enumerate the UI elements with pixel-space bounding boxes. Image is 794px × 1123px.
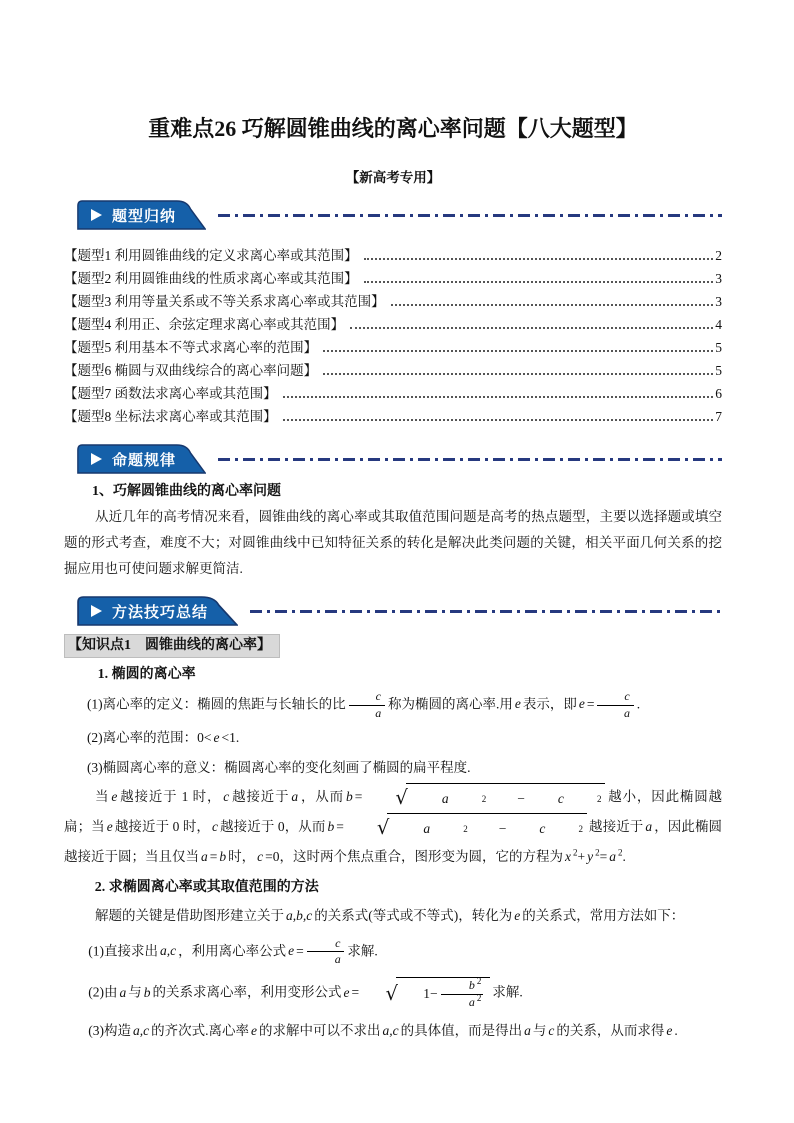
banner-label: 题型归纳	[112, 207, 177, 225]
toc-item-label: 【题型4 利用正、余弦定理求离心率或其范围】	[64, 317, 345, 332]
toc-item[interactable]	[64, 336, 722, 359]
toc-item[interactable]	[64, 313, 722, 336]
toc-item-label: 【题型8 坐标法求离心率或其范围】	[64, 409, 277, 424]
toc-item[interactable]	[64, 359, 722, 382]
pattern-heading: 1、巧解圆锥曲线的离心率问题	[92, 484, 281, 499]
toc-leader-dots	[323, 350, 713, 352]
knowledge-sec1-heading: 1. 椭圆的离心率	[97, 667, 196, 682]
eccentricity-meaning-line: (3)椭圆离心率的意义：椭圆离心率的变化刻画了椭圆的扁平程度.	[86, 759, 471, 775]
toc-leader-dots	[391, 304, 714, 306]
dash-dot-divider	[218, 214, 722, 217]
toc-item-label: 【题型2 利用圆锥曲线的性质求离心率或其范围】	[64, 271, 358, 286]
toc-item[interactable]	[64, 267, 722, 290]
play-icon	[91, 605, 102, 617]
play-icon	[91, 453, 102, 465]
toc-page-number: 5	[715, 340, 722, 355]
toc-leader-dots	[323, 373, 713, 375]
section-banner-row-method-summary	[64, 596, 722, 626]
eccentricity-range-line: (2)离心率的范围：0< e <1.	[86, 729, 240, 745]
toc-item-label: 【题型5 利用基本不等式求离心率的范围】	[64, 340, 318, 355]
toc-page-number: 7	[715, 409, 722, 424]
page-title: 重难点26 巧解圆锥曲线的离心率问题【八大题型】	[148, 116, 638, 141]
banner-label: 方法技巧总结	[112, 603, 209, 621]
toc-page-number: 5	[715, 363, 722, 378]
banner-type-summary	[77, 200, 206, 230]
toc-page-number: 2	[715, 248, 722, 263]
banner-label: 命题规律	[112, 451, 177, 469]
eccentricity-explanation-paragraph: 当 e 越接近于 1 时， c 越接近于 a ，从而 b = √ a 2 − c 2 越小，因此椭圆越扁；当 e 越接近于 0 时， c 越接近于 0，从而 b = √ a 2 − c 2 越接近于 a ，因此椭圆越接近于圆；当且仅当 a = b 时， c =0，这时两个焦点重合，图形变为圆，它的方程为 x $^2$+ y $^2$= a $^2$.	[64, 783, 722, 871]
toc-item[interactable]	[64, 405, 722, 428]
knowledge-sec2-heading: 2. 求椭圆离心率或其取值范围的方法	[94, 879, 319, 895]
toc-item-label: 【题型6 椭圆与双曲线综合的离心率问题】	[64, 363, 318, 378]
toc-item[interactable]	[64, 290, 722, 313]
eccentricity-definition-line: (1)离心率的定义：椭圆的焦距与长轴长的比 $\frac{c}{a}$ 称为椭圆的离心率.用 e 表示，即 e = $\frac{c}{a}$ .	[86, 689, 641, 720]
toc-item-label: 【题型1 利用圆锥曲线的定义求离心率或其范围】	[64, 248, 358, 263]
table-of-contents	[64, 244, 722, 428]
banner-exam-pattern	[77, 444, 206, 474]
toc-item[interactable]	[64, 244, 722, 267]
play-icon	[91, 209, 102, 221]
toc-item-label: 【题型3 利用等量关系或不等关系求离心率或其范围】	[64, 294, 385, 309]
toc-leader-dots	[350, 327, 713, 329]
toc-leader-dots	[283, 396, 714, 398]
toc-page-number: 6	[715, 386, 722, 401]
toc-leader-dots	[364, 258, 714, 260]
toc-page-number: 4	[715, 317, 722, 332]
method-1-line: (1)直接求出 a,c ，利用离心率公式 e = $\frac{c}{a}$ 求解.	[88, 935, 378, 967]
method-2-line: (2)由 a 与 b 的关系求离心率，利用变形公式 e = √ 1− $\frac{b ^2}{a ^2}$ 求解.	[88, 976, 523, 1009]
banner-method-summary	[77, 596, 238, 626]
toc-item[interactable]	[64, 382, 722, 405]
knowledge-point-box: 【知识点1 圆锥曲线的离心率】	[64, 634, 280, 658]
method-intro-line: 解题的关键是借助图形建立关于 a,b,c 的关系式(等式或不等式)，转化为 e 的关系式，常用方法如下：	[95, 907, 685, 923]
dash-dot-divider	[218, 458, 722, 461]
toc-leader-dots	[364, 281, 714, 283]
section-banner-row-exam-pattern	[64, 444, 722, 474]
toc-page-number: 3	[715, 294, 722, 309]
section-banner-row-type-summary	[64, 200, 722, 230]
toc-page-number: 3	[715, 271, 722, 286]
pattern-paragraph: 从近几年的高考情况来看，圆锥曲线的离心率或其取值范围问题是高考的热点题型，主要以选择题或填空题的形式考查，难度不大；对圆锥曲线中已知特征关系的转化是解决此类问题的关键，相关平面几何关系的挖掘应用也可使问题求解更简洁.	[64, 509, 722, 576]
page-subtitle: 【新高考专用】	[345, 170, 441, 185]
dash-dot-divider	[250, 610, 722, 613]
toc-item-label: 【题型7 函数法求离心率或其范围】	[64, 386, 277, 401]
method-3-line: (3)构造 a,c 的齐次式.离心率 e 的求解中可以不求出 a,c 的具体值，而是得出 a 与 c 的关系，从而求得 e .	[88, 1022, 678, 1038]
toc-leader-dots	[283, 419, 714, 421]
